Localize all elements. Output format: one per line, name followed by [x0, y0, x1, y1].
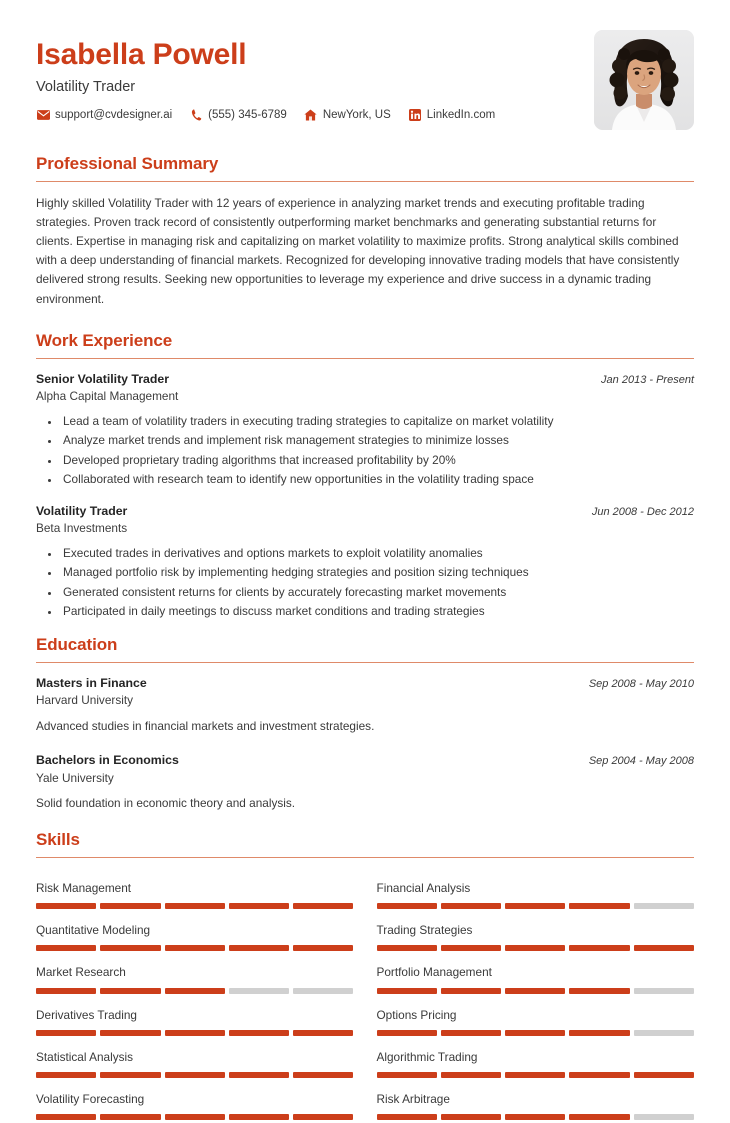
education-entry-header [36, 675, 694, 692]
experience-bullet: • Lead a team of volatility traders in executing trading strategies to capitalize on market volatility [60, 412, 694, 431]
skill-level-bar [36, 988, 354, 994]
skill-level-segment [505, 903, 565, 909]
skill-level-segment [377, 988, 437, 994]
skill-level-segment [36, 903, 96, 909]
section-education [36, 635, 694, 814]
home-icon [304, 108, 318, 121]
contact-label: NewYork, US [322, 108, 391, 121]
section-skills [36, 830, 694, 1123]
experience-bullet: • Participated in daily meetings to discuss market conditions and trading strategies [60, 602, 694, 621]
experience-entry [36, 371, 694, 490]
skill-level-segment [229, 945, 289, 951]
skill-level-segment [293, 1072, 353, 1078]
skill-level-segment [100, 988, 160, 994]
skill-name: Risk Arbitrage [376, 1091, 450, 1106]
skill-level-segment [441, 1030, 501, 1036]
experience-entry-header [36, 371, 694, 388]
skill-level-segment [165, 1114, 225, 1120]
section-divider [36, 181, 694, 182]
experience-entry [36, 503, 694, 622]
skill-name: Derivatives Trading [36, 1007, 137, 1022]
avatar [594, 30, 694, 130]
skill-item [36, 912, 354, 954]
skill-level-segment [100, 903, 160, 909]
skill-level-segment [229, 1030, 289, 1036]
experience-bullet: • Developed proprietary trading algorithms that increased profitability by 20% [60, 451, 694, 470]
experience-entry-header [36, 503, 694, 520]
section-title-education: Education [36, 634, 118, 654]
experience-role: Volatility Trader [36, 503, 128, 518]
skill-level-segment [165, 1072, 225, 1078]
skill-level-segment [569, 988, 629, 994]
experience-bullet: • Collaborated with research team to identify new opportunities in the volatility trading space [60, 470, 694, 489]
skill-level-bar [377, 945, 695, 951]
skill-level-segment [634, 903, 694, 909]
skill-level-segment [229, 1072, 289, 1078]
skill-item [377, 954, 695, 996]
education-entry-header [36, 752, 694, 769]
education-entry [36, 675, 694, 736]
skill-level-segment [569, 1072, 629, 1078]
skill-level-segment [569, 903, 629, 909]
skill-level-bar [36, 1114, 354, 1120]
section-divider [36, 857, 694, 858]
section-title-summary: Professional Summary [36, 154, 219, 173]
contact-label: (555) 345-6789 [208, 108, 287, 121]
contact-label: support@cvdesigner.ai [55, 108, 173, 121]
section-divider [36, 358, 694, 359]
envelope-icon [36, 108, 50, 121]
skill-item [36, 1039, 354, 1081]
skill-level-segment [377, 1072, 437, 1078]
summary-text: Highly skilled Volatility Trader with 12 years of experience in analyzing market trends and executing profitable trading strategies. Proven track record of consistently outperforming market benchmarks and generating substantial returns for clients. Expertise in managing risk and capitalizing on market volatility to maximize profits. Strong analytical skills combined with a deep understanding of financial markets. Recognized for developing innovative trading models that have consistently delivered strong results. Seeking new opportunities to leverage my experience and drive success in a dynamic trading environment. [36, 196, 680, 306]
skill-level-segment [569, 945, 629, 951]
skill-name: Market Research [36, 965, 126, 980]
education-degree: Masters in Finance [36, 675, 147, 690]
skill-level-segment [634, 945, 694, 951]
skill-level-segment [293, 903, 353, 909]
skills-grid [36, 870, 694, 1123]
linkedin-icon [408, 108, 422, 121]
contact-item-linkedin[interactable] [408, 108, 495, 121]
skill-level-bar [36, 1072, 354, 1078]
skill-level-bar [377, 988, 695, 994]
contact-item-home[interactable] [304, 108, 391, 121]
section-title-experience: Work Experience [36, 330, 173, 350]
skill-level-segment [165, 903, 225, 909]
skill-item [36, 870, 354, 912]
education-description: Solid foundation in economic theory and analysis. [36, 796, 296, 811]
experience-bullet-list [36, 412, 694, 490]
section-work-experience [36, 331, 694, 622]
skill-level-bar [377, 1072, 695, 1078]
education-dates: Sep 2008 - May 2010 [588, 677, 694, 690]
header-text-block [36, 30, 512, 121]
skill-name: Risk Management [36, 881, 132, 896]
skill-name: Trading Strategies [376, 923, 473, 938]
skill-level-segment [100, 1114, 160, 1120]
profile-photo-illustration [594, 30, 694, 130]
skill-item [377, 997, 695, 1039]
skill-level-segment [293, 945, 353, 951]
education-entry [36, 752, 694, 813]
skill-level-segment [505, 988, 565, 994]
skill-name: Statistical Analysis [36, 1049, 134, 1064]
skill-item [36, 1081, 354, 1123]
skill-level-segment [569, 1030, 629, 1036]
skill-level-segment [36, 1114, 96, 1120]
section-professional-summary [36, 154, 694, 309]
experience-company: Alpha Capital Management [36, 389, 179, 404]
skill-level-segment [505, 945, 565, 951]
skill-level-segment [36, 1030, 96, 1036]
resume-header [36, 30, 694, 130]
phone-icon [189, 108, 203, 121]
education-school: Harvard University [36, 693, 134, 708]
skill-level-segment [441, 945, 501, 951]
experience-dates: Jun 2008 - Dec 2012 [591, 505, 694, 518]
contact-item-phone[interactable] [189, 108, 287, 121]
skill-name: Quantitative Modeling [36, 923, 151, 938]
experience-bullet-list [36, 544, 694, 622]
skill-level-segment [505, 1030, 565, 1036]
skill-name: Volatility Forecasting [36, 1091, 145, 1106]
skill-level-segment [36, 988, 96, 994]
skill-level-segment [293, 1114, 353, 1120]
skill-name: Options Pricing [376, 1007, 457, 1022]
skill-item [377, 912, 695, 954]
education-school: Yale University [36, 770, 114, 785]
experience-company: Beta Investments [36, 521, 128, 536]
skill-level-segment [100, 1072, 160, 1078]
skill-level-segment [634, 988, 694, 994]
skill-level-segment [377, 903, 437, 909]
skill-item [36, 954, 354, 996]
experience-bullet: • Executed trades in derivatives and options markets to exploit volatility anomalies [60, 544, 694, 563]
skill-level-segment [229, 988, 289, 994]
skill-level-segment [505, 1072, 565, 1078]
skill-level-bar [36, 945, 354, 951]
skill-name: Financial Analysis [376, 881, 471, 896]
skill-level-segment [377, 1114, 437, 1120]
skill-level-segment [634, 1030, 694, 1036]
skill-level-segment [100, 1030, 160, 1036]
skill-level-segment [377, 1030, 437, 1036]
contact-row [36, 108, 512, 121]
skill-level-segment [634, 1072, 694, 1078]
skill-level-bar [377, 903, 695, 909]
candidate-name: Isabella Powell [36, 38, 247, 71]
skill-level-segment [293, 1030, 353, 1036]
experience-dates: Jan 2013 - Present [601, 373, 694, 386]
skill-level-bar [377, 1114, 695, 1120]
education-description: Advanced studies in financial markets and investment strategies. [36, 718, 375, 733]
skill-name: Portfolio Management [376, 965, 492, 980]
skill-level-segment [634, 1114, 694, 1120]
skill-item [36, 997, 354, 1039]
contact-label: LinkedIn.com [426, 108, 496, 121]
skill-item [377, 1081, 695, 1123]
skill-level-segment [36, 945, 96, 951]
skill-level-segment [377, 945, 437, 951]
skill-level-segment [569, 1114, 629, 1120]
candidate-job-title: Volatility Trader [36, 79, 136, 95]
skill-level-segment [229, 903, 289, 909]
skill-level-segment [505, 1114, 565, 1120]
skill-level-bar [377, 1030, 695, 1036]
skill-level-segment [441, 988, 501, 994]
experience-role: Senior Volatility Trader [36, 371, 170, 386]
skill-level-segment [441, 903, 501, 909]
skill-level-segment [229, 1114, 289, 1120]
skill-level-segment [441, 1114, 501, 1120]
skill-item [377, 1039, 695, 1081]
section-title-skills: Skills [36, 830, 80, 850]
skill-level-segment [165, 988, 225, 994]
skill-item [377, 870, 695, 912]
experience-bullet: • Generated consistent returns for clients by accurately forecasting market movements [60, 583, 694, 602]
skill-level-segment [293, 988, 353, 994]
experience-bullet: • Analyze market trends and implement risk management strategies to minimize losses [60, 431, 694, 450]
skill-level-segment [441, 1072, 501, 1078]
skill-level-segment [165, 1030, 225, 1036]
contact-item-envelope[interactable] [36, 108, 172, 121]
skill-level-bar [36, 903, 354, 909]
education-dates: Sep 2004 - May 2008 [588, 755, 694, 768]
skill-level-segment [36, 1072, 96, 1078]
skill-level-segment [165, 945, 225, 951]
skill-level-bar [36, 1030, 354, 1036]
skill-level-segment [100, 945, 160, 951]
section-divider [36, 662, 694, 663]
experience-list [36, 371, 694, 622]
experience-bullet: • Managed portfolio risk by implementing hedging strategies and position sizing techniques [60, 563, 694, 582]
education-list [36, 675, 694, 814]
skill-name: Algorithmic Trading [376, 1049, 478, 1064]
education-degree: Bachelors in Economics [36, 753, 179, 768]
